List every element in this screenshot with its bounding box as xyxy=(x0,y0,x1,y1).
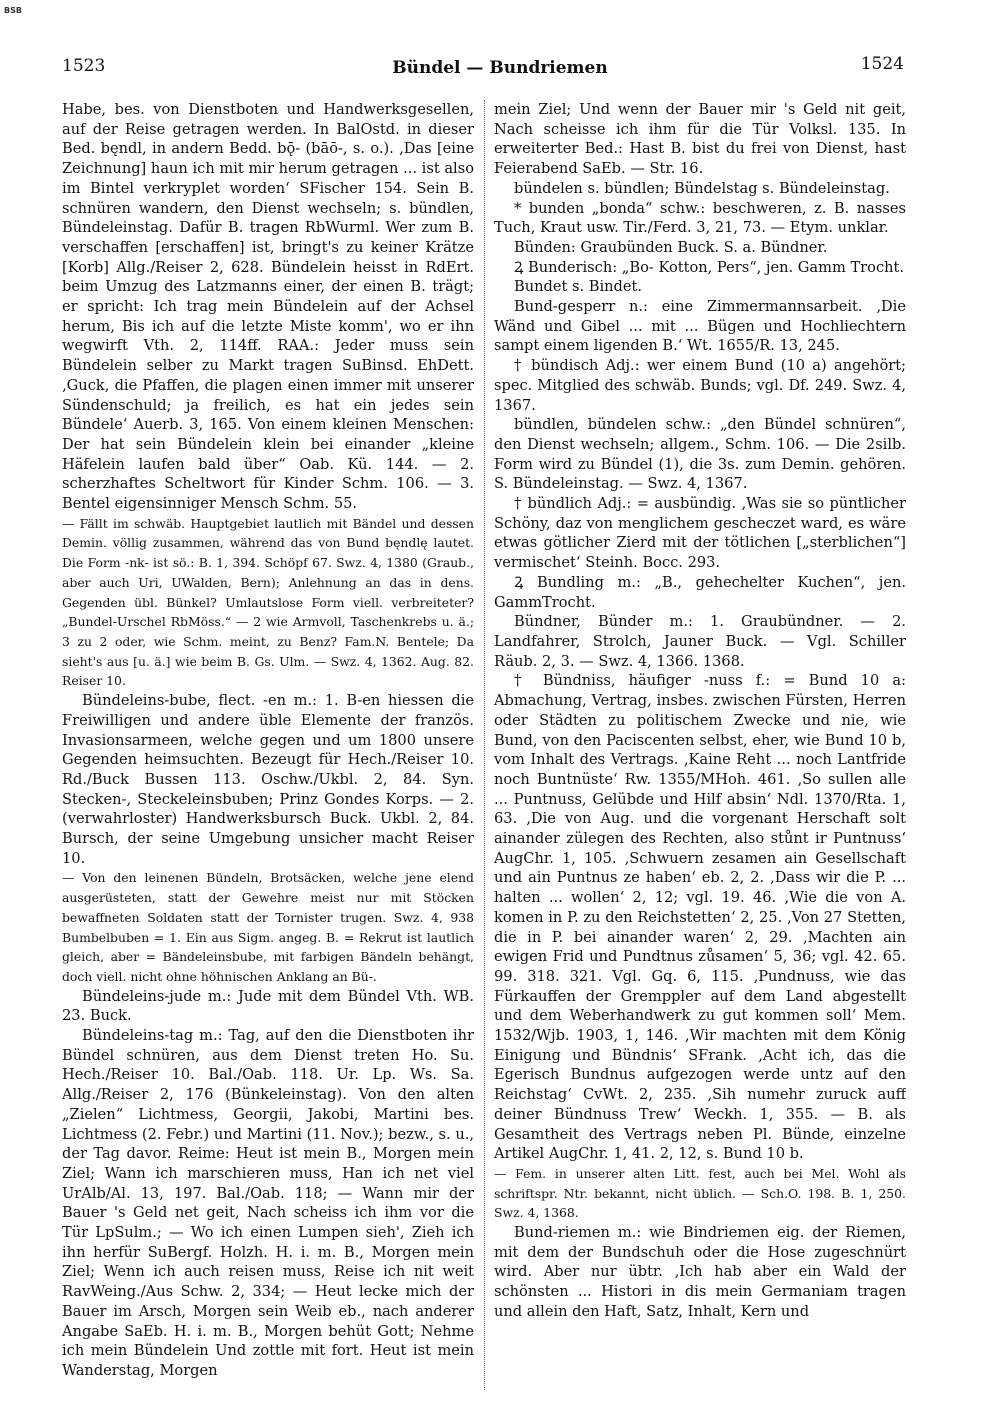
dictionary-entry: Bünden: Graubünden Buck. S. a. Bündner. xyxy=(514,238,828,256)
dictionary-entry: Bundet s. Bindet. xyxy=(514,278,643,296)
dictionary-entry: Ꝝ Bunderisch: „Bo- Kotton, Pers“, jen. Gamm Trocht. xyxy=(514,258,905,276)
dictionary-entry: bündlen, bündelen schw.: „den Bündel schnüren“, den Dienst wechseln; allgem., Schm. 106. — Die 2silb. Form wird zu Bündel (1), die 3s. zum Demin. gehören. S. Bündeleinstag. — Swz. 4, 1367. xyxy=(494,416,906,493)
right-column xyxy=(494,100,906,1410)
page-number-right: 1524 xyxy=(860,54,904,74)
dictionary-entry: Bündeleins-tag m.: Tag, auf den die Dienstboten ihr Bündel schnüren, aus dem Dienst treten Ho. Su. Hech./Reiser 10. Bal./Oab. 118. Ur. Lp. Ws. Sa. Allg./Reiser 2, 176 (Bünkeleinstag). Von den alten „Zielen“ Lichtmess, Georgii, Jakobi, Martini bes. Lichtmess (2. Febr.) und Martini (11. Nov.); bezw., s. u., der Tag davor. Reime: Heut ist mein B., Morgen mein Ziel; Wann ich marschieren muss, Han ich net viel UrAlb/Al. 13, 197. Bal./Oab. 118; — Wann mir der Bauer 's Geld net geit, Nach scheiss ich ihm vor die Tür LpSulm.; — Wo ich einen Lumpen sieh', Zieh ich ihn herfür SuBergf. Holzh. H. i. m. B., Morgen mein Ziel; Wenn ich auch reisen muss, Reise ich nit weit RavWeing./Aus Schw. 2, 334; — Heut lecke mich der Bauer im Arsch, Morgen sein Weib eb., nach anderer Angabe SaEb. H. i. m. B., Morgen behüt Gott; Nehme ich mein Bündelein Und zottle mit fort. Heut ist mein Wanderstag, Morgen xyxy=(62,1027,474,1379)
dictionary-entry: Bund-gesperr n.: eine Zimmermannsarbeit. ‚Die Wänd und Gibel ... mit ... Bügen und Hochliechtern sampt einem ligenden B.‘ Wt. 1655/R. 13, 245. xyxy=(494,298,906,355)
etymology-note: — Fällt im schwäb. Hauptgebiet lautlich mit Bändel und dessen Demin. völlig zusammen, während das von Bund bęndlę lautet. Die Form -nk- ist sö.: B. 1, 394. Schöpf 67. Swz. 4, 1380 (Graub., aber auch Uri, UWalden, Bern); Anlehnung an das in dens. Gegenden übl. Bünkel? Umlautslose Form viell. verbreiteter? „Bundel-Urschel RbMöss.“ — 2 wie Armvoll, Taschenkrebs u. ä.; 3 zu 2 oder, wie Schm. meint, zu Benz? Fam.N. Bentele; Da sieht's aus [u. ä.] wie beim B. Gs. Ulm. — Swz. 4, 1362. Aug. 82. Reiser 10. xyxy=(62,515,474,689)
page-number-left: 1523 xyxy=(62,56,106,76)
etymology-note: — Fem. in unserer alten Litt. fest, auch bei Mel. Wohl als schriftspr. Ntr. bekannt, nicht üblich. — Sch.O. 198. B. 1, 250. Swz. 4, 1368. xyxy=(494,1165,906,1221)
dictionary-entry: † bündlich Adj.: = ausbündig. ‚Was sie so püntlicher Schöny, daz von menglichem gescheczet ward, es wäre etwas götlicher Zierd mit der tötlichen [„sterblichen“] vermischet‘ Steinh. Bocc. 293. xyxy=(494,495,906,572)
library-stamp: BSB xyxy=(4,6,22,15)
dictionary-entry: † bündisch Adj.: wer einem Bund (10 a) angehört; spec. Mitglied des schwäb. Bunds; vgl. Df. 249. Swz. 4, 1367. xyxy=(494,357,906,414)
entry-continuation: mein Ziel; Und wenn der Bauer mir 's Geld nit geit, Nach scheisse ich ihm für die Tür Volksl. 135. In erweiterter Bed.: Hast B. bist du frei von Dienst, hast Feierabend SaEb. — Str. 16. xyxy=(494,101,906,178)
left-column xyxy=(62,100,474,1410)
dictionary-entry: bündelen s. bündlen; Bündelstag s. Bündeleinstag. xyxy=(514,179,890,197)
entry-continuation: Habe, bes. von Dienstboten und Handwerksgesellen, auf der Reise getragen werden. In BalOstd. in dieser Bed. bęndl, in andern Bedd. bǭ- (bāō-, s. o.). ‚Das [eine Zeichnung] haun ich mit mir herum getragen ... ist also im Bintel verkryplet worden‘ SFischer 154. Sein B. schnüren wandern, den Dienst wechseln; s. bündlen, Bündeleinstag. Dafür B. tragen RbWurml. Wer zum B. verschaffen [erschaffen] ist, bringt's zu keiner Krätze [Korb] Allg./Reiser 2, 628. Bündelein heisst in RdErt. beim Umzug des Latzmanns einer, der einen B. trägt; er spricht: Ich trag mein Bündelein auf der Achsel herum, Bis ich auf die letzte Miste komm', wo er ihn wegwirft Vth. 2, 114ff. RAA.: Jeder muss sein Bündelein selber zu Markt tragen SuBinsd. EhDett. ‚Guck, die Pfaffen, die plagen einen immer mit unserer Sündenschuld; ja freilich, es hat ein jedes sein Bündele‘ Auerb. 3, 165. Von einem kleinen Menschen: Der hat sein Bündelein klein bei einander „kleine Häfelein laufen bald über“ Oab. Kü. 144. — 2. scherzhaftes Scheltwort für Kinder Schm. 106. — 3. Bentel eigensinniger Mensch Schm. 55. xyxy=(62,101,474,513)
dictionary-entry: Bund-riemen m.: wie Bindriemen eig. der Riemen, mit dem der Bundschuh oder die Hose zugeschnürt wird. Aber nur übtr. ‚Ich hab aber ein Wald der schönsten ... Histori in dis mein Germaniam tragen und allein den Haft, Satz, Inhalt, Kern und xyxy=(494,1224,906,1320)
dictionary-entry: Bündner, Bünder m.: 1. Graubündner. — 2. Landfahrer, Strolch, Jauner Buck. — Vgl. Schiller Räub. 2, 3. — Swz. 4, 1366. 1368. xyxy=(494,613,906,670)
etymology-note: — Von den leinenen Bündeln, Brotsäcken, welche jene elend ausgerüsteten, statt der Gewehre meist nur mit Stöcken bewaffneten Soldaten statt der Tornister trugen. Swz. 4, 938 Bumbelbuben = 1. Ein aus Sigm. angeg. B. = Rekrut ist lautlich gleich, aber = Bändeleinsbube, mit farbigen Bändeln behängt, doch viell. nicht ohne höhnischen Anklang an Bü-. xyxy=(62,870,474,984)
running-title: Bündel — Bundriemen xyxy=(392,58,608,78)
dictionary-entry: Bündeleins-jude m.: Jude mit dem Bündel Vth. WB. 23. Buck. xyxy=(62,987,474,1025)
dictionary-entry: † Bündniss, häufiger -nuss f.: = Bund 10 a: Abmachung, Vertrag, insbes. zwischen Fürsten, Herren oder Städten zu politischem Zwecke und nie, wie Bund, von den Paciscenten selbst, eher, wie Bund 10 b, vom Inhalt des Vertrags. ‚Kaine Reht ... noch Lantfride noch Buntnüste‘ Rw. 1355/MHoh. 461. ‚So sullen alle ... Puntnuss, Gelübde und Hilf absin‘ Ndl. 1370/Rta. 1, 63. ‚Die von Aug. und die vorgenant Herschaft solt ainander zülegen des Rechten, also stůnt ir Puntnuss‘ AugChr. 1, 105. ‚Schwuern zesamen ain Gesellschaft und ain Puntnus ze haben‘ eb. 2, 2. ‚Dass wir die P. ... halten ... wollen‘ 2, 12; vgl. 19. 46. ‚Wie die von A. komen in P. zu den Reichstetten‘ 2, 25. ‚Von 27 Stetten, die in P. bei ainander waren‘ 2, 29. ‚Machten ain ewigen Frid und Pundtnus zůsamen‘ 5, 36; vgl. 42. 65. 99. 318. 321. Vgl. Gq. 6, 115. ‚Pundnuss, wie das Fürkauffen der Gremppler auf dem Land abgestellt und dem Weberhandwerk zu gut kommen soll‘ Mem. 1532/Wjb. 1903, 1, 146. ‚Wir machten mit dem König Einigung und Bündnis‘ SFrank. ‚Acht ich, das die Egerisch Bundnus aufgezogen werde untz auf den Reichstag‘ CvWt. 2, 235. ‚Sih numehr zuruck auff deiner Bündnuss Trew‘ Weckh. 1, 355. — B. als Gesamtheit des Vertrags neben Pl. Bünde, einzelne Artikel AugChr. 1, 41. 2, 12, s. Bund 10 b. xyxy=(494,672,906,1163)
dictionary-entry: Ꝝ Bundling m.: „B., gehechelter Kuchen“, jen. GammTrocht. xyxy=(494,573,906,611)
dictionary-columns xyxy=(62,100,910,1410)
dictionary-entry: * bunden „bonda“ schw.: beschweren, z. B. nasses Tuch, Kraut usw. Tir./Ferd. 3, 21, 73. — Etym. unklar. xyxy=(494,199,906,237)
column-divider xyxy=(484,100,485,1390)
dictionary-entry: Bündeleins-bube, flect. -en m.: 1. B-en hiessen die Freiwilligen und andere üble Elemente der französ. Invasionsarmeen, welche gegen und um 1800 unsere Gegenden heimsuchten. Bezeugt für Hech./Reiser 10. Rd./Buck Bussen 113. Oschw./Ukbl. 2, 84. Syn. Stecken-, Steckeleinsbuben; Prinz Gondes Korps. — 2. (verwahrloster) Handwerksbursch Buck. Ukbl. 2, 84. Bursch, der seine Umgebung unsicher macht Reiser 10. xyxy=(62,692,474,867)
